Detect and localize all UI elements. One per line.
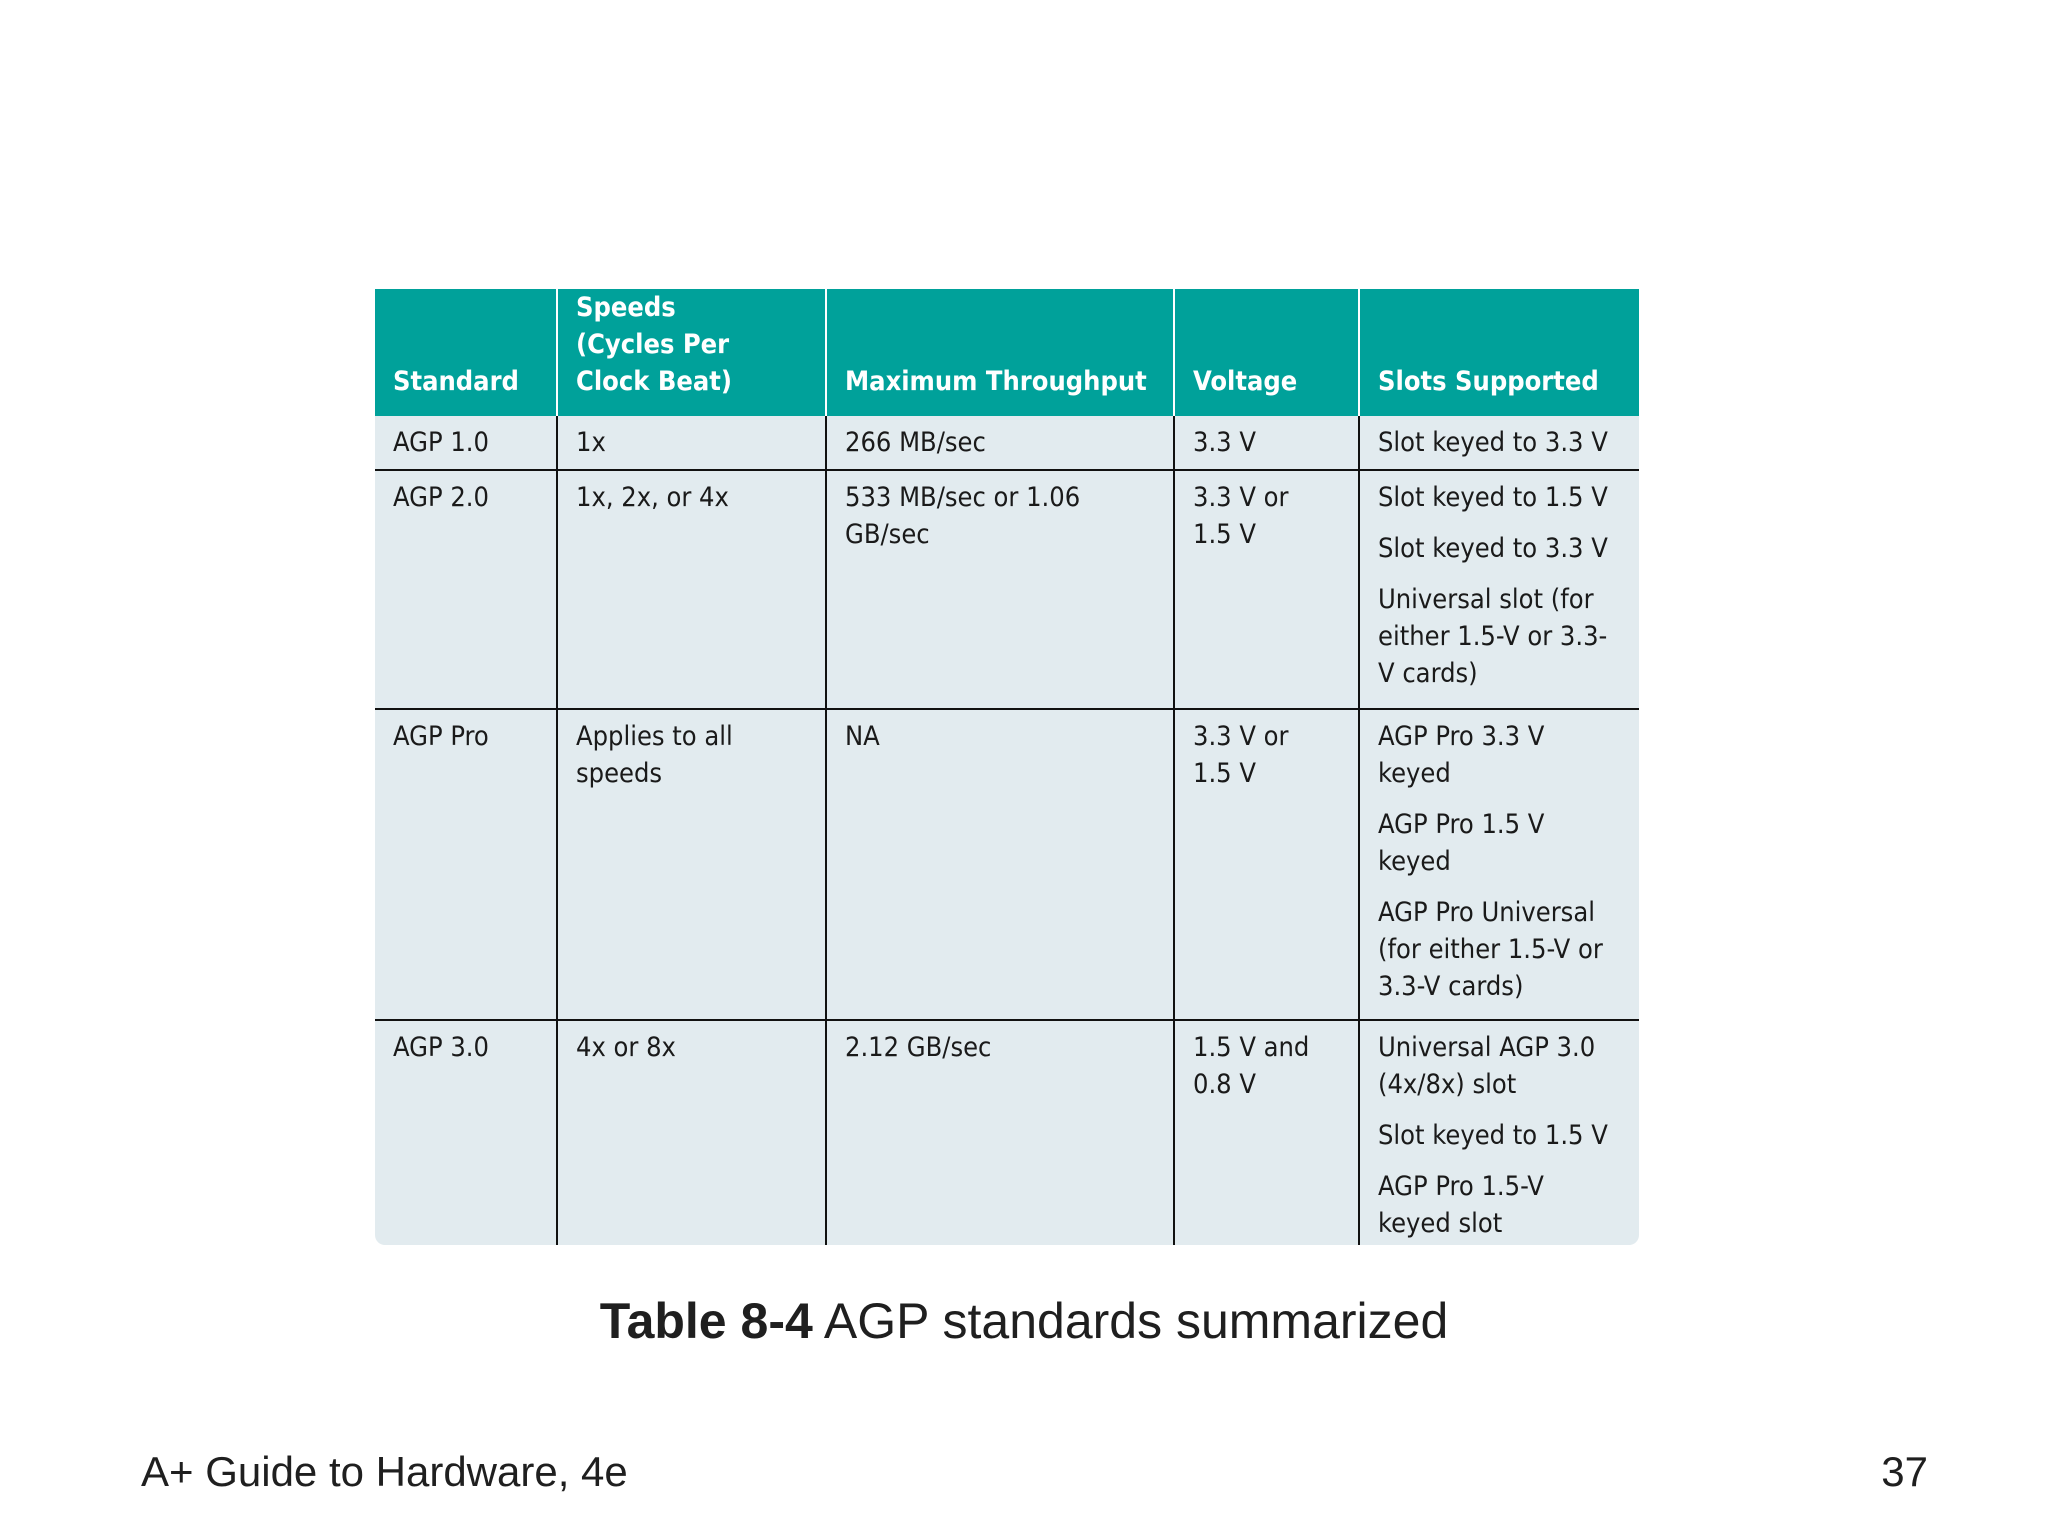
table-caption <box>0 1292 2048 1350</box>
footer-page-number: 37 <box>1881 1448 1928 1495</box>
cell-voltage: 1.5 V and 0.8 V <box>1174 1020 1359 1245</box>
cell-standard: AGP Pro <box>375 709 557 1020</box>
header-speeds: Speeds (Cycles Per Clock Beat) <box>557 289 826 416</box>
cell-standard: AGP 2.0 <box>375 470 557 709</box>
cell-voltage: 3.3 V or 1.5 V <box>1174 470 1359 709</box>
slot-item: AGP Pro Universal (for either 1.5-V or 3.3-V cards) <box>1378 897 1603 1002</box>
cell-throughput: NA <box>826 709 1174 1020</box>
slot-item: Slot keyed to 3.3 V <box>1378 533 1608 564</box>
cell-standard: AGP 1.0 <box>393 427 489 458</box>
cell-speeds: Applies to all speeds <box>557 709 826 1020</box>
slot-item: AGP Pro 1.5-V keyed slot <box>1378 1171 1544 1239</box>
caption-text: AGP standards summarized <box>823 1293 1449 1349</box>
footer-book-title: A+ Guide to Hardware, 4e <box>141 1448 628 1495</box>
slot-item: AGP Pro 1.5 V keyed <box>1378 809 1545 877</box>
table-header-row <box>375 289 1639 416</box>
header-standard: Standard <box>375 289 557 416</box>
cell-speeds: 1x <box>557 416 826 470</box>
table-row <box>375 470 1639 709</box>
cell-speeds: 1x, 2x, or 4x <box>557 470 826 709</box>
cell-throughput: 533 MB/sec or 1.06 GB/sec <box>826 470 1174 709</box>
caption-label: Table 8-4 <box>599 1293 813 1349</box>
cell-slots <box>1359 470 1639 709</box>
slot-item: Slot keyed to 1.5 V <box>1378 482 1608 513</box>
header-slots: Slots Supported <box>1359 289 1639 416</box>
cell-voltage: 3.3 V <box>1174 416 1359 470</box>
slot-item: Slot keyed to 1.5 V <box>1378 1120 1608 1151</box>
header-throughput: Maximum Throughput <box>826 289 1174 416</box>
cell-throughput: 2.12 GB/sec <box>826 1020 1174 1245</box>
agp-standards-table <box>375 289 1639 1245</box>
agp-standards-table-container <box>375 289 1639 1245</box>
slot-item: Universal slot (for either 1.5-V or 3.3-V cards) <box>1378 584 1608 689</box>
table-row <box>375 709 1639 1020</box>
table-row <box>375 416 1639 470</box>
table-row <box>375 1020 1639 1245</box>
cell-slots <box>1359 416 1639 470</box>
slot-item: Slot keyed to 3.3 V <box>1378 427 1608 458</box>
cell-voltage: 3.3 V or 1.5 V <box>1174 709 1359 1020</box>
cell-slots <box>1359 709 1639 1020</box>
cell-slots <box>1359 1020 1639 1245</box>
cell-speeds: 4x or 8x <box>557 1020 826 1245</box>
slot-item: Universal AGP 3.0 (4x/8x) slot <box>1378 1032 1596 1100</box>
header-voltage: Voltage <box>1174 289 1359 416</box>
slot-item: AGP Pro 3.3 V keyed <box>1378 721 1545 789</box>
cell-standard: AGP 3.0 <box>375 1020 557 1245</box>
cell-throughput: 266 MB/sec <box>826 416 1174 470</box>
